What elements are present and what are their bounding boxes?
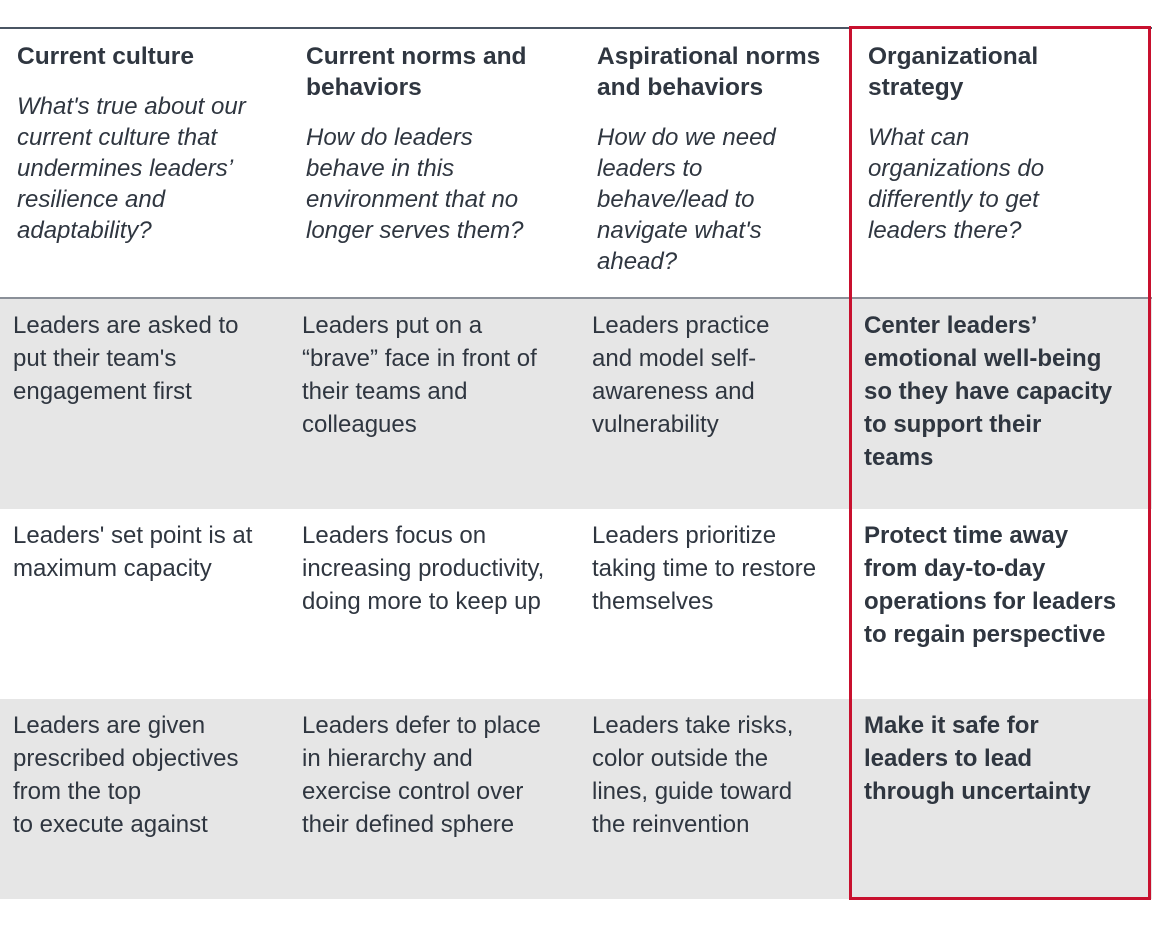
table-header-row	[0, 29, 1152, 299]
cell-aspirational-norms	[592, 299, 844, 441]
cell-strategy	[864, 299, 1146, 474]
cell-text: Leaders focus on increasing productivity, doing more to keep up	[302, 522, 545, 615]
cell-current-norms	[302, 509, 582, 618]
cell-text: Leaders put on a “brave” face in front of their teams and colleagues	[302, 312, 537, 438]
header-current-culture	[17, 29, 292, 246]
cell-text: Leaders defer to place in hierarchy and exercise control over their defined sphere	[302, 712, 541, 838]
header-current-norms	[306, 29, 586, 246]
cell-text: Leaders prioritize taking time to restore themselves	[592, 522, 817, 615]
cell-text: Leaders are asked to put their team's engagement first	[13, 312, 239, 405]
cell-strategy	[864, 699, 1146, 808]
cell-current-culture	[13, 509, 288, 585]
column-title: Aspirational norms and behaviors	[597, 43, 821, 101]
column-question: How do we need leaders to behave/lead to navigate what's ahead?	[597, 124, 776, 275]
cell-aspirational-norms	[592, 699, 844, 841]
cell-current-norms	[302, 299, 582, 441]
leadership-culture-table	[0, 27, 1152, 899]
column-question: What's true about our current culture that undermines leaders’ resilience and adaptability?	[17, 93, 246, 244]
cell-strategy	[864, 509, 1146, 651]
column-title: Organizational strategy	[868, 43, 1039, 101]
column-question: How do leaders behave in this environment that no longer serves them?	[306, 124, 524, 244]
strategy-text: Protect time away from day-to-day operations for leaders to regain perspective	[864, 522, 1117, 648]
column-question: What can organizations do differently to get leaders there?	[868, 124, 1045, 244]
table-row	[0, 509, 1152, 699]
strategy-text: Make it safe for leaders to lead through uncertainty	[864, 712, 1091, 805]
table-row	[0, 299, 1152, 509]
header-aspirational-norms	[597, 29, 849, 277]
cell-current-culture	[13, 299, 288, 408]
strategy-text: Center leaders’ emotional well-being so they have capacity to support their teams	[864, 312, 1113, 471]
column-title: Current norms and behaviors	[306, 43, 527, 101]
column-title: Current culture	[17, 43, 194, 70]
cell-text: Leaders are given prescribed objectives from the top to execute against	[13, 712, 239, 838]
cell-text: Leaders take risks, color outside the lines, guide toward the reinvention	[592, 712, 794, 838]
table-row	[0, 699, 1152, 899]
header-organizational-strategy	[868, 29, 1150, 246]
cell-text: Leaders practice and model self- awareness and vulnerability	[592, 312, 770, 438]
cell-current-norms	[302, 699, 582, 841]
cell-aspirational-norms	[592, 509, 844, 618]
cell-current-culture	[13, 699, 288, 841]
cell-text: Leaders' set point is at maximum capacity	[13, 522, 253, 582]
